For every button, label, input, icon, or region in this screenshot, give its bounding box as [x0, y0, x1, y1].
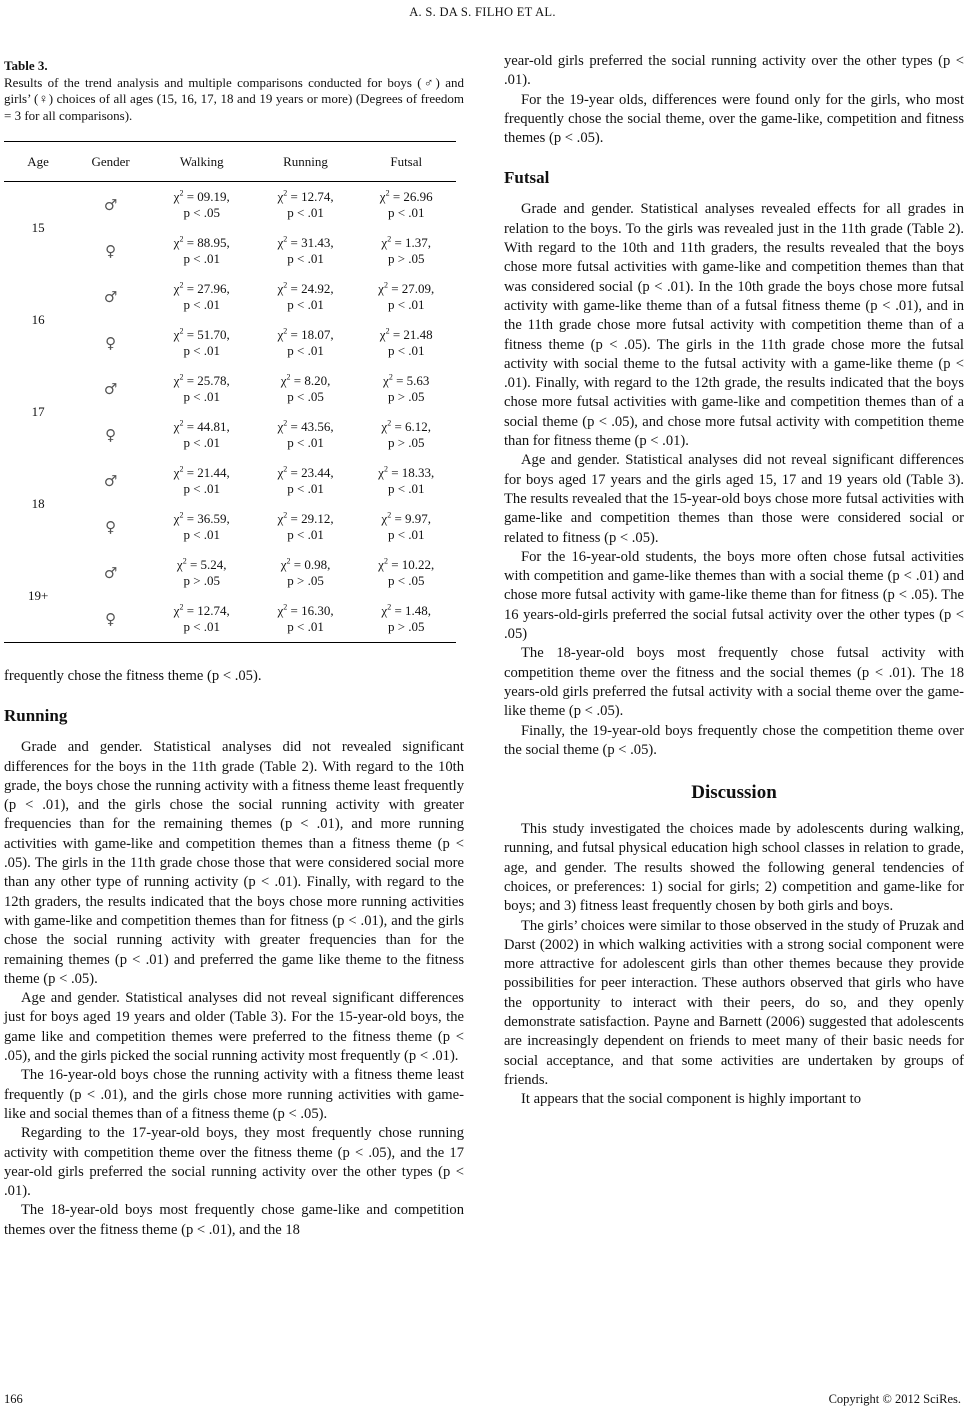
table-row	[4, 182, 456, 228]
age-cell: 19+	[4, 550, 72, 643]
p-value: p < .05	[183, 205, 221, 220]
chi-value: 16.30,	[301, 603, 334, 618]
body-paragraph: Age and gender. Statistical analyses did not reveal significant differences for boys aged 17 years and the girls aged 15, 17 and 19 years old (Table 3). The results revealed that the 15-year-old boys chose more futsal activities with game-like and competition themes than those were considered social or related to fitness (p < .05).	[504, 452, 964, 546]
table-row	[4, 504, 456, 550]
chi-value: 27.09,	[401, 281, 435, 296]
stat-cell	[255, 504, 357, 550]
stat-cell	[149, 504, 255, 550]
body-paragraph: Grade and gender. Statistical analyses revealed effects for all grades in relation to the boys. To the girls was revealed just in the 11th grade (Table 2). With regard to the 10th and 11th graders, the results revealed that the boys chose more futsal activities with game-like and competition themes than that was considered social (p < .01). In the 10th grade the boys chose more futsal activity with game-like theme than of a futsal fitness theme (p < .01), and in the 11th grade chose more futsal activity with competition theme than of a fitness theme (p < .05). The girls in the 11th grade chose more the futsal activity with social theme to the futsal activity with a game-like theme (p < .01). Finally, with regard to the 12th grade, the results indicated that the boys chose more futsal activities with game-like and competition themes than of a social theme (p < .05), and chose more futsal activity with competition theme than for fitness theme (p < .01).	[504, 201, 964, 450]
gender-cell: ♂	[103, 564, 118, 582]
stat-cell	[149, 182, 255, 228]
left-column	[4, 58, 464, 1240]
p-value: p > .05	[387, 389, 425, 404]
col-age: Age	[4, 142, 72, 182]
chi-value: 44.81,	[197, 419, 230, 434]
section-heading: Futsal	[504, 168, 550, 188]
age-cell: 17	[31, 404, 45, 419]
chi-square-value: $\chi^2 = 5.24$,	[176, 556, 227, 572]
chi-value: 21.48	[403, 327, 433, 342]
stat-cell	[255, 550, 357, 596]
stat-cell	[356, 182, 456, 228]
chi-value: 5.24,	[200, 557, 227, 572]
chi-square-value: $\chi^2 = 1.37$,	[381, 234, 432, 250]
chi-value: 8.20,	[304, 373, 331, 388]
chi-square-value: $\chi^2 = 31.43$,	[277, 234, 334, 250]
body-paragraph: frequently chose the fitness theme (p < .05).	[4, 668, 262, 684]
body-paragraph: The 16-year-old boys chose the running activity with a fitness theme least frequently (p < .01), and the girls chose more running activities with game-like and social themes than of a fitness theme (p < .05).	[4, 1067, 464, 1122]
stat-cell	[255, 596, 357, 643]
body-paragraph: year-old girls preferred the social running activity over the other types (p < .01).	[504, 53, 964, 89]
stat-cell	[356, 366, 456, 412]
stat-cell	[356, 504, 456, 550]
chi-square-value: $\chi^2 = 43.56$,	[277, 418, 334, 434]
p-value: p < .01	[183, 297, 221, 312]
p-value: p < .01	[183, 527, 221, 542]
p-value: p < .01	[183, 251, 221, 266]
chi-value: 36.59,	[197, 511, 230, 526]
p-value: p < .01	[287, 527, 324, 542]
stat-cell	[255, 274, 357, 320]
table-caption: Results of the trend analysis and multiple comparisons conducted for boys (♂) and girls’ (♀) choices of all ages (15, 16, 17, 18 and 19 years or more) (Degrees of freedom = 3 for all comparisons).	[4, 74, 464, 123]
col-futsal: Futsal	[356, 142, 456, 182]
gender-cell: ♀	[105, 242, 117, 260]
chi-square-value: $\chi^2 = 24.92$,	[277, 280, 334, 296]
stat-cell	[356, 550, 456, 596]
discussion-heading: Discussion	[691, 782, 777, 804]
table-header-row	[4, 142, 456, 182]
p-value: p < .05	[287, 389, 324, 404]
body-paragraph: For the 19-year olds, differences were found only for the girls, who most frequently chose the social theme, over the game-like, competition and fitness themes (p < .05).	[504, 91, 964, 147]
chi-value: 6.12,	[405, 419, 432, 434]
chi-value: 51.70,	[197, 327, 230, 342]
age-cell: 18	[31, 496, 45, 511]
p-value: p < .01	[287, 481, 324, 496]
p-value: p < .01	[287, 619, 324, 634]
chi-value: 12.74,	[301, 189, 334, 204]
p-value: p < .01	[287, 251, 324, 266]
p-value: p > .05	[287, 573, 324, 588]
table-row	[4, 320, 456, 366]
table-row	[4, 228, 456, 274]
p-value: p < .01	[287, 297, 324, 312]
body-paragraph: This study investigated the choices made by adolescents during walking, running, and futsal physical education high school classes in relation to grade, age, and gender. The results showed the following general tendencies of choices, or preferences: 1) social for girls; 2) competition and game-like for boys; and 3) fitness least frequently chosen by both girls and boys.	[504, 821, 964, 915]
chi-value: 88.95,	[197, 235, 230, 250]
chi-value: 29.12,	[301, 511, 334, 526]
table-label: Table 3.	[4, 58, 48, 73]
stat-cell	[356, 228, 456, 274]
table-body	[4, 182, 456, 643]
chi-square-value: $\chi^2 = 18.33$,	[378, 464, 435, 480]
chi-value: 10.22,	[401, 557, 435, 572]
col-running: Running	[255, 142, 357, 182]
body-paragraph: Age and gender. Statistical analyses did not reveal significant differences just for boys aged 19 years and older (Table 3). For the 15-year-old boys, the game like and competition themes were preferred to the fitness theme (p < .05), and the girls picked the social running activity most frequently (p < .01).	[4, 990, 464, 1065]
col-gender: Gender	[72, 142, 149, 182]
p-value: p < .01	[287, 205, 324, 220]
table-row	[4, 550, 456, 596]
stat-cell	[149, 228, 255, 274]
running-header: A. S. DA S. FILHO ET AL.	[409, 5, 556, 19]
p-value: p < .01	[183, 481, 221, 496]
stat-cell	[255, 366, 357, 412]
table-row	[4, 458, 456, 504]
chi-value: 25.78,	[197, 373, 230, 388]
body-paragraph: Grade and gender. Statistical analyses did not revealed significant differences for the boys in the 11th grade (Table 2). With regard to the 10th grade, the boys chose the running activity with a fitness theme least frequently (p < .01), and the girls chose the social running activity with greater frequencies than for the remaining themes (p < .01), and more running activities with game-like and competition themes than a fitness theme (p < .05). The girls in the 11th grade chose those that were considered social more than any other type of running activity (p < .01). Finally, with regard to the 12th graders, the results indicated that the boys chose more running activities with game-like and competition themes than for fitness (p < .01), and the girls chose the social running activity with greater frequencies than for the remaining themes (p < .01) and preferred the game like theme to the fitness theme (p < .05).	[4, 739, 464, 987]
chi-square-value: $\chi^2 = 8.20$,	[280, 372, 331, 388]
chi-value: 1.37,	[405, 235, 432, 250]
stat-cell	[149, 458, 255, 504]
results-table	[4, 141, 456, 643]
page-number: 166	[4, 1392, 23, 1406]
section-heading: Running	[4, 706, 68, 726]
p-value: p < .01	[287, 435, 324, 450]
stat-cell	[255, 182, 357, 228]
chi-square-value: $\chi^2 = 21.48$	[379, 326, 433, 342]
chi-square-value: $\chi^2 = 26.96$	[379, 188, 433, 204]
stat-cell	[255, 320, 357, 366]
table-row	[4, 412, 456, 458]
chi-value: 09.19,	[197, 189, 230, 204]
chi-square-value: $\chi^2 = 44.81$,	[173, 418, 230, 434]
body-paragraph: For the 16-year-old students, the boys more often chose futsal activities with competition and game-like themes than with a social theme (p < .01) and chose more futsal activity with game-like theme than for fitness (p < .05). The 16 years-old-girls preferred the social futsal activity over the other types (p < .05)	[504, 548, 964, 643]
chi-square-value: $\chi^2 = 5.63$	[383, 372, 430, 388]
chi-value: 23.44,	[301, 465, 334, 480]
p-value: p < .01	[183, 435, 221, 450]
stat-cell	[149, 320, 255, 366]
copyright: Copyright © 2012 SciRes.	[828, 1392, 961, 1406]
chi-square-value: $\chi^2 = 88.95$,	[173, 234, 230, 250]
table-row	[4, 366, 456, 412]
chi-value: 12.74,	[197, 603, 230, 618]
chi-square-value: $\chi^2 = 51.70$,	[173, 326, 230, 342]
stat-cell	[149, 596, 255, 643]
chi-value: 43.56,	[301, 419, 334, 434]
gender-cell: ♂	[103, 472, 118, 490]
p-value: p < .01	[287, 343, 324, 358]
stat-cell	[255, 412, 357, 458]
chi-square-value: $\chi^2 = 9.97$,	[381, 510, 432, 526]
stat-cell	[149, 366, 255, 412]
body-paragraph: Regarding to the 17-year-old boys, they most frequently chose running activity with competition theme over the fitness theme (p < .05), and the 17 year-old girls preferred the social running activity over the other types (p < .01).	[4, 1125, 464, 1200]
col-walking: Walking	[149, 142, 255, 182]
stat-cell	[356, 412, 456, 458]
p-value: p < .01	[387, 205, 425, 220]
p-value: p < .01	[387, 527, 425, 542]
chi-value: 21.44,	[197, 465, 230, 480]
chi-square-value: $\chi^2 = 18.07$,	[277, 326, 334, 342]
left-text	[4, 667, 464, 1240]
stat-cell	[356, 320, 456, 366]
chi-square-value: $\chi^2 = 16.30$,	[277, 602, 334, 618]
age-cell: 15	[31, 220, 45, 235]
p-value: p < .01	[183, 389, 221, 404]
body-paragraph: The 18-year-old boys most frequently chose game-like and competition themes over the fitness theme (p < .01), and the 18	[4, 1202, 464, 1238]
gender-cell: ♀	[105, 334, 117, 352]
p-value: p > .05	[387, 251, 425, 266]
chi-value: 31.43,	[301, 235, 334, 250]
chi-square-value: $\chi^2 = 12.74$,	[277, 188, 334, 204]
right-text	[504, 52, 964, 1110]
chi-square-value: $\chi^2 = 27.96$,	[173, 280, 230, 296]
chi-square-value: $\chi^2 = 0.98$,	[280, 556, 331, 572]
chi-value: 0.98,	[304, 557, 331, 572]
chi-square-value: $\chi^2 = 23.44$,	[277, 464, 334, 480]
chi-square-value: $\chi^2 = 36.59$,	[173, 510, 230, 526]
stat-cell	[356, 274, 456, 320]
p-value: p < .01	[387, 481, 425, 496]
chi-square-value: $\chi^2 = 6.12$,	[381, 418, 432, 434]
body-paragraph: The 18-year-old boys most frequently chose futsal activity with competition theme over the fitness and the social themes (p < .01). The 18 years-old girls preferred the futsal activity with a social theme over the game-like theme (p < .05).	[504, 645, 964, 720]
chi-value: 26.96	[403, 189, 433, 204]
age-cell: 16	[31, 312, 45, 327]
stat-cell	[356, 458, 456, 504]
body-paragraph: Finally, the 19-year-old boys frequently chose the competition theme over the social theme (p < .05).	[504, 722, 964, 758]
table-row	[4, 274, 456, 320]
chi-value: 9.97,	[405, 511, 432, 526]
stat-cell	[149, 412, 255, 458]
chi-square-value: $\chi^2 = 09.19$,	[173, 188, 230, 204]
chi-value: 24.92,	[301, 281, 334, 296]
chi-square-value: $\chi^2 = 10.22$,	[378, 556, 435, 572]
gender-cell: ♂	[103, 196, 118, 214]
chi-value: 27.96,	[197, 281, 230, 296]
right-column	[504, 52, 964, 1110]
p-value: p < .01	[183, 619, 221, 634]
stat-cell	[356, 596, 456, 643]
chi-value: 1.48,	[405, 603, 432, 618]
p-value: p < .01	[183, 343, 221, 358]
stat-cell	[149, 550, 255, 596]
p-value: p > .05	[387, 435, 425, 450]
stat-cell	[255, 458, 357, 504]
chi-square-value: $\chi^2 = 29.12$,	[277, 510, 334, 526]
p-value: p < .01	[387, 297, 425, 312]
chi-square-value: $\chi^2 = 27.09$,	[378, 280, 435, 296]
gender-cell: ♂	[103, 288, 118, 306]
p-value: p < .05	[387, 573, 425, 588]
p-value: p > .05	[387, 619, 425, 634]
stat-cell	[255, 228, 357, 274]
chi-value: 18.33,	[401, 465, 435, 480]
p-value: p > .05	[183, 573, 221, 588]
chi-square-value: $\chi^2 = 21.44$,	[173, 464, 230, 480]
gender-cell: ♂	[103, 380, 118, 398]
gender-cell: ♀	[105, 426, 117, 444]
body-paragraph: It appears that the social component is highly important to	[521, 1091, 862, 1108]
chi-value: 18.07,	[301, 327, 334, 342]
chi-value: 5.63	[406, 373, 430, 388]
stat-cell	[149, 274, 255, 320]
chi-square-value: $\chi^2 = 1.48$,	[381, 602, 432, 618]
chi-square-value: $\chi^2 = 25.78$,	[173, 372, 230, 388]
table-row	[4, 596, 456, 643]
p-value: p < .01	[387, 343, 425, 358]
gender-cell: ♀	[72, 596, 149, 643]
gender-cell: ♀	[105, 518, 117, 536]
chi-square-value: $\chi^2 = 12.74$,	[173, 602, 230, 618]
body-paragraph: The girls’ choices were similar to those observed in the study of Pruzak and Darst (2002) in which walking activities with a strong social component were more attractive for adolescent girls than other themes because they provide possibilities for peer interaction. These authors observed that girls who have the opportunity to interact with their peers, do so, and they openly demonstrate satisfaction. Payne and Barnett (2006) suggested that adolescents are increasingly dependent on friends to meet many of their basic needs for social acceptance, and that some activities are undertaken by groups of friends.	[504, 917, 964, 1088]
